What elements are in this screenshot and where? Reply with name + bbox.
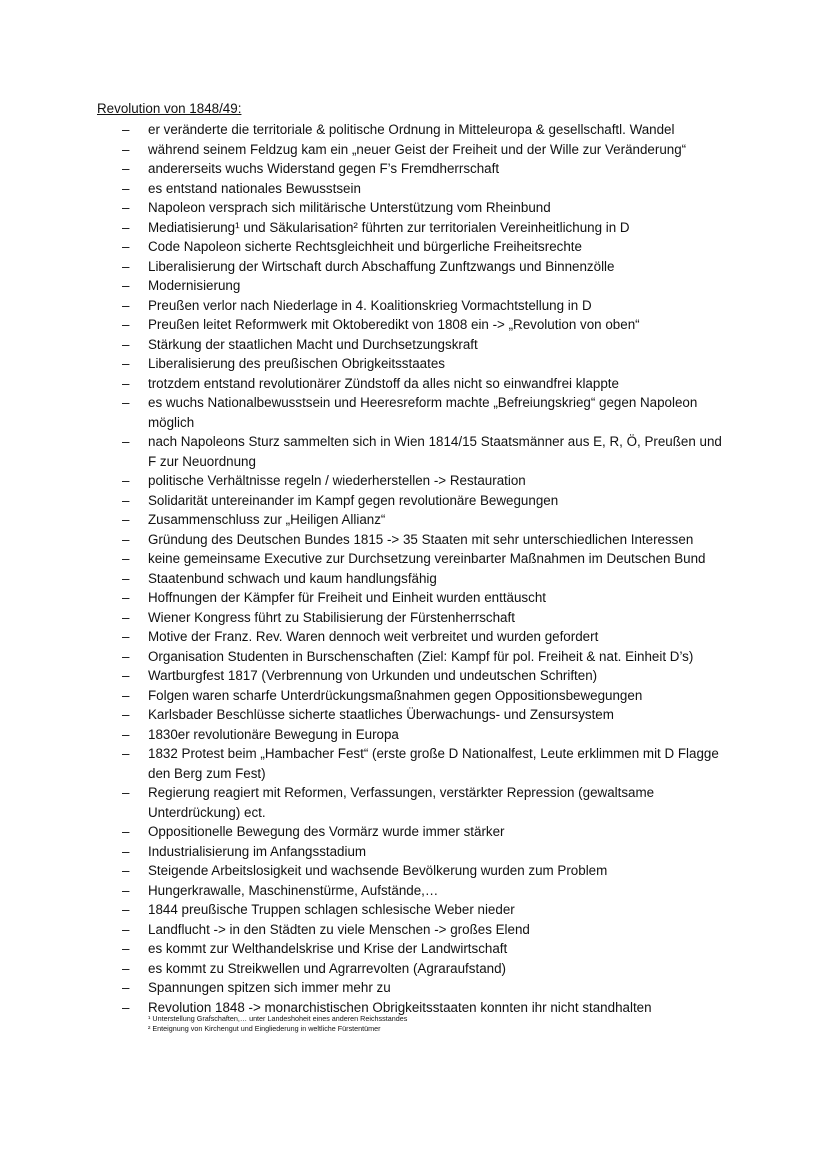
list-item-text: nach Napoleons Sturz sammelten sich in Wien 1814/15 Staatsmänner aus E, R, Ö, Preußen und F zur Neuordnung [148,434,722,469]
list-item-text: Landflucht -> in den Städten zu viele Menschen -> großes Elend [148,921,530,937]
dash-bullet: – [122,317,130,332]
list-item [0,588,828,608]
list-item-text: er veränderte die territoriale & politische Ordnung in Mitteleuropa & gesellschaftl. Wandel [148,122,675,137]
list-item [0,257,828,277]
list-item [0,159,828,179]
list-item-text: Wartburgfest 1817 (Verbrennung von Urkunden und undeutschen Schriften) [148,668,598,683]
list-item [0,530,828,550]
list-item-text: Stärkung der staatlichen Macht und Durchsetzungskraft [148,336,478,352]
list-item-text: es kommt zu Streikwellen und Agrarrevolten (Agraraufstand) [148,960,506,976]
list-item-text: Steigende Arbeitslosigkeit und wachsende Bevölkerung wurden zum Problem [148,863,608,878]
dash-bullet: – [122,258,130,274]
dash-bullet: – [122,375,130,391]
dash-bullet: – [122,590,130,605]
list-item [0,978,828,998]
list-item [0,510,828,530]
list-item-text: Code Napoleon sicherte Rechtsgleichheit und bürgerliche Freiheitsrechte [148,239,582,254]
list-item-text: während seinem Feldzug kam ein „neuer Geist der Freiheit und der Wille zur Veränderung“ [148,141,687,157]
list-item-text: Hungerkrawalle, Maschinenstürme, Aufstände,… [148,882,439,898]
list-item [0,393,828,432]
list-item [0,744,828,783]
list-item-text: 1830er revolutionäre Bewegung in Europa [148,726,399,742]
list-item-text: Mediatisierung¹ und Säkularisation² führten zur territorialen Vereinheitlichung in D [148,219,630,235]
list-item-text: keine gemeinsame Executive zur Durchsetzung vereinbarter Maßnahmen im Deutschen Bund [148,551,706,566]
dash-bullet: – [122,726,130,742]
list-item-text: es entstand nationales Bewusstsein [148,180,361,196]
list-item [0,920,828,940]
list-item [0,998,828,1018]
list-item-text: Preußen verlor nach Niederlage in 4. Koalitionskrieg Vormachtstellung in D [148,297,592,313]
list-item [0,666,828,686]
dash-bullet: – [122,492,130,508]
list-item [0,608,828,628]
list-item [0,725,828,745]
dash-bullet: – [122,161,130,176]
dash-bullet: – [122,200,130,215]
list-item-text: Karlsbader Beschlüsse sicherte staatliches Überwachungs- und Zensursystem [148,707,614,722]
list-item [0,705,828,725]
list-item [0,179,828,199]
dash-bullet: – [122,629,130,644]
list-item-text: Revolution 1848 -> monarchistischen Obrigkeitsstaaten konnten ihr nicht standhalten [148,999,652,1015]
list-item-text: trotzdem entstand revolutionärer Zündstoff da alles nicht so einwandfrei klappte [148,375,619,391]
dash-bullet: – [122,551,130,566]
list-item [0,549,828,569]
dash-bullet: – [122,707,130,722]
document-title: Revolution von 1848/49: [97,101,242,116]
dash-bullet: – [122,473,130,488]
list-item-text: politische Verhältnisse regeln / wiederherstellen -> Restauration [148,473,526,488]
list-item [0,120,828,140]
list-item [0,686,828,706]
list-item [0,471,828,491]
dash-bullet: – [122,882,130,898]
dash-bullet: – [122,785,130,800]
dash-bullet: – [122,395,130,410]
list-item [0,198,828,218]
dash-bullet: – [122,648,130,664]
dash-bullet: – [122,824,130,839]
list-item [0,315,828,335]
list-item [0,237,828,257]
list-item [0,842,828,862]
list-item-text: Industrialisierung im Anfangsstadium [148,843,367,859]
list-item-text: 1832 Protest beim „Hambacher Fest“ (erste große D Nationalfest, Leute erklimmen mit D Flagge den Berg zum Fest) [148,746,719,781]
dash-bullet: – [122,297,130,313]
list-item-text: Preußen leitet Reformwerk mit Oktoberedikt von 1808 ein -> „Revolution von oben“ [148,317,640,332]
list-item-text: Motive der Franz. Rev. Waren dennoch weit verbreitet und wurden gefordert [148,629,599,644]
dash-bullet: – [122,609,130,625]
list-item-text: Organisation Studenten in Burschenschaften (Ziel: Kampf für pol. Freiheit & nat. Einheit D’s) [148,648,694,664]
list-item-text: Wiener Kongress führt zu Stabilisierung der Fürstenherrschaft [148,609,515,625]
dash-bullet: – [122,512,130,527]
dash-bullet: – [122,570,130,586]
list-item [0,861,828,881]
footnotes [148,1014,407,1034]
list-item [0,900,828,920]
footnote: ¹ Unterstellung Grafschaften,… unter Landeshoheit eines anderen Reichsstandes [148,1014,408,1023]
dash-bullet: – [122,960,130,976]
dash-bullet: – [122,239,130,254]
list-item [0,491,828,511]
list-item [0,140,828,160]
dash-bullet: – [122,746,130,761]
dash-bullet: – [122,336,130,352]
dash-bullet: – [122,219,130,235]
list-item [0,218,828,238]
list-item-text: Napoleon versprach sich militärische Unterstützung vom Rheinbund [148,200,551,215]
dash-bullet: – [122,941,130,956]
list-item-text: Oppositionelle Bewegung des Vormärz wurde immer stärker [148,824,505,839]
dash-bullet: – [122,843,130,859]
list-item-text: andererseits wuchs Widerstand gegen F’s Fremdherrschaft [148,161,500,176]
list-item-text: Modernisierung [148,278,241,293]
list-item-text: Zusammenschluss zur „Heiligen Allianz“ [148,512,386,527]
list-item-text: Folgen waren scharfe Unterdrückungsmaßnahmen gegen Oppositionsbewegungen [148,687,643,703]
list-item-text: Solidarität untereinander im Kampf gegen revolutionäre Bewegungen [148,492,559,508]
list-item-text: es kommt zur Welthandelskrise und Krise der Landwirtschaft [148,941,508,956]
dash-bullet: – [122,687,130,703]
list-item-text: Spannungen spitzen sich immer mehr zu [148,980,391,995]
list-item [0,354,828,374]
footnote: ² Enteignung von Kirchengut und Eingliederung in weltliche Fürstentümer [148,1024,381,1033]
list-item [0,432,828,471]
list-item [0,335,828,355]
dash-bullet: – [122,863,130,878]
dash-bullet: – [122,668,130,683]
list-item-text: es wuchs Nationalbewusstsein und Heeresreform machte „Befreiungskrieg“ gegen Napoleon möglich [148,395,698,430]
list-item [0,939,828,959]
list-item [0,627,828,647]
dash-bullet: – [122,278,130,293]
list-item-text: Liberalisierung der Wirtschaft durch Abschaffung Zunftzwangs und Binnenzölle [148,258,615,274]
dash-bullet: – [122,356,130,371]
list-item [0,783,828,822]
dash-bullet: – [122,999,130,1015]
dash-bullet: – [122,980,130,995]
dash-bullet: – [122,141,130,157]
list-item-text: Hoffnungen der Kämpfer für Freiheit und Einheit wurden enttäuscht [148,590,546,605]
bullet-list [0,120,828,1017]
dash-bullet: – [122,531,130,547]
list-item-text: 1844 preußische Truppen schlagen schlesische Weber nieder [148,902,515,917]
dash-bullet: – [122,902,130,917]
list-item [0,822,828,842]
list-item-text: Gründung des Deutschen Bundes 1815 -> 35 Staaten mit sehr unterschiedlichen Interessen [148,531,694,547]
list-item-text: Liberalisierung des preußischen Obrigkeitsstaates [148,356,445,371]
list-item [0,959,828,979]
list-item-text: Staatenbund schwach und kaum handlungsfähig [148,570,437,586]
list-item [0,647,828,667]
list-item [0,296,828,316]
dash-bullet: – [122,122,130,137]
dash-bullet: – [122,434,130,449]
dash-bullet: – [122,180,130,196]
list-item [0,881,828,901]
list-item-text: Regierung reagiert mit Reformen, Verfassungen, verstärkter Repression (gewaltsame Unterdrückung) ect. [148,785,655,820]
dash-bullet: – [122,921,130,937]
list-item [0,569,828,589]
list-item [0,374,828,394]
list-item [0,276,828,296]
